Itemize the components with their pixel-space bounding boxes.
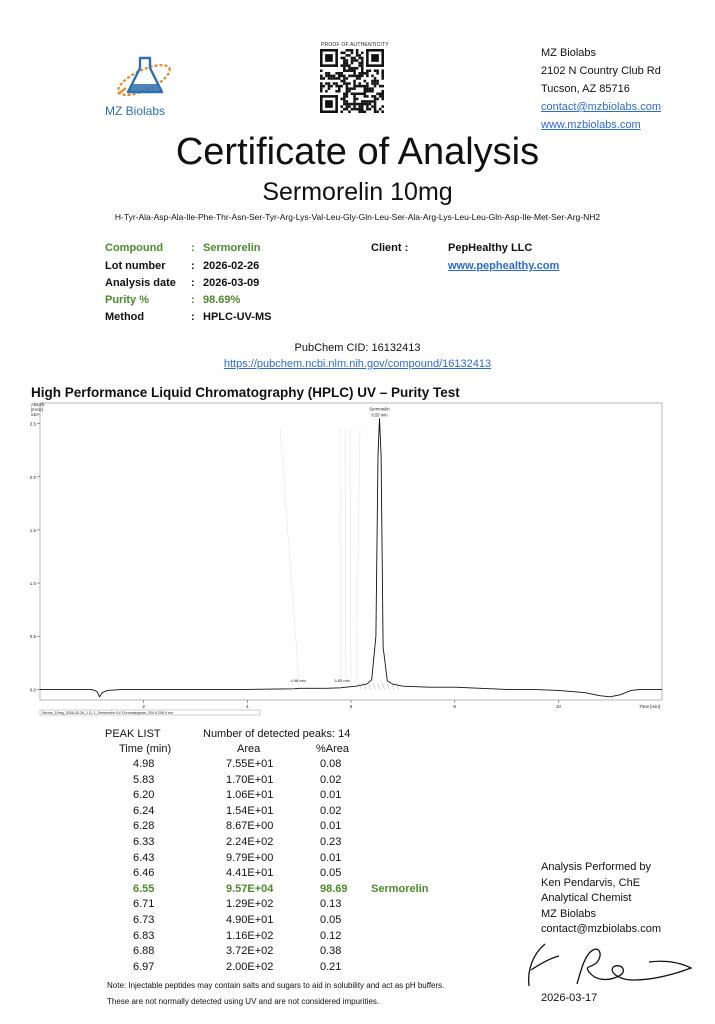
table-cell-time: 6.73 bbox=[133, 914, 155, 926]
client-label: Client : bbox=[371, 242, 409, 254]
table-cell-percent: 0.38 bbox=[320, 945, 342, 958]
y-unit-label: [mAU] bbox=[31, 407, 43, 412]
table-cell-time: 6.28 bbox=[133, 820, 155, 833]
table-cell-percent: 0.02 bbox=[320, 773, 342, 786]
address-street: 2102 N Country Club Rd bbox=[541, 65, 661, 77]
y-unit-label: x10⁴ bbox=[31, 412, 40, 417]
guide-line bbox=[356, 428, 360, 684]
peak-list-title: PEAK LIST bbox=[105, 728, 161, 740]
info-label: Lot number bbox=[105, 260, 166, 272]
table-cell-time: 6.83 bbox=[133, 929, 155, 942]
info-value: 98.69% bbox=[203, 294, 241, 306]
footnote bbox=[107, 978, 444, 1010]
y-tick-label: 0.5 bbox=[30, 634, 36, 640]
peptide-sequence: H-Tyr-Ala-Asp-Ala-Ile-Phe-Thr-Asn-Ser-Tyr-Arg-Lys-Val-Leu-Gly-Gln-Leu-Ser-Ala-Arg-Lys-Leu-Leu-Gln-Asp-Ile-Met-Ser-Arg-NH2 bbox=[114, 212, 601, 222]
table-cell-percent: 0.01 bbox=[320, 789, 342, 802]
guide-line bbox=[280, 428, 299, 684]
pubchem-block bbox=[0, 340, 715, 372]
table-cell-percent: 0.08 bbox=[320, 758, 342, 770]
address-city: Tucson, AZ 85716 bbox=[541, 83, 630, 95]
info-colon: : bbox=[191, 311, 195, 323]
flask-atom-icon bbox=[112, 52, 180, 102]
address-company: MZ Biolabs bbox=[541, 47, 597, 59]
table-cell-percent: 0.01 bbox=[320, 820, 342, 833]
hplc-chromatogram bbox=[30, 400, 666, 718]
table-cell-area: 7.55E+01 bbox=[226, 758, 274, 770]
main-peak-name: Sermorelin bbox=[369, 406, 390, 412]
info-label: Analysis date bbox=[105, 277, 176, 289]
table-cell-compound: Sermorelin bbox=[371, 882, 429, 895]
table-cell-time: 5.83 bbox=[133, 773, 155, 786]
table-cell-time: 6.43 bbox=[133, 851, 155, 864]
y-tick-label: 2.5 bbox=[30, 421, 36, 427]
table-cell-area: 1.54E+01 bbox=[226, 804, 274, 817]
analyst-role: Analytical Chemist bbox=[541, 892, 632, 904]
table-cell-area: 1.29E+02 bbox=[226, 898, 274, 911]
table-cell-time: 6.55 bbox=[133, 882, 155, 895]
table-cell-percent: 0.23 bbox=[320, 836, 342, 848]
analyst-name: Ken Pendarvis, ChE bbox=[541, 876, 641, 889]
table-cell-time: 6.20 bbox=[133, 789, 155, 802]
table-cell-percent: 0.12 bbox=[320, 929, 342, 942]
client-website-link[interactable]: www.pephealthy.com bbox=[448, 260, 560, 272]
table-cell-time: 6.97 bbox=[133, 960, 155, 973]
signature-date: 2026-03-17 bbox=[541, 992, 598, 1004]
y-unit-label: Absorb. bbox=[31, 402, 46, 407]
table-cell-area: 1.70E+01 bbox=[226, 773, 274, 786]
pubchem-cid: PubChem CID: 16132413 bbox=[294, 342, 421, 354]
y-tick-label: 0.0 bbox=[30, 687, 36, 693]
col-header-percent: %Area bbox=[316, 743, 350, 755]
info-colon: : bbox=[191, 242, 195, 254]
info-value: 2026-02-26 bbox=[203, 260, 260, 272]
minor-peak-marker bbox=[359, 683, 362, 689]
col-header-time: Time (min) bbox=[119, 743, 172, 755]
chart-caption: Sermo_10mg_2026-02-26_1.D, 1_Sermorelin UV Chromatogram, 204.9-206.9 nm bbox=[42, 711, 174, 715]
analyst-email: contact@mzbiolabs.com bbox=[541, 923, 661, 935]
page-title: Certificate of Analysis bbox=[175, 131, 540, 173]
logo-text: MZ Biolabs bbox=[105, 104, 166, 118]
table-cell-time: 4.98 bbox=[133, 758, 155, 770]
table-cell-percent: 0.13 bbox=[320, 898, 342, 911]
address-email-link[interactable]: contact@mzbiolabs.com bbox=[541, 101, 661, 113]
qr-caption: PROOF OF AUTHENTICITY bbox=[321, 42, 389, 48]
minor-peak-marker bbox=[373, 683, 376, 689]
table-cell-time: 6.71 bbox=[133, 898, 155, 911]
table-cell-time: 6.24 bbox=[133, 804, 155, 817]
x-tick-label: 2 bbox=[142, 704, 145, 709]
guide-line bbox=[345, 428, 346, 684]
info-value: 2026-03-09 bbox=[203, 277, 260, 289]
info-colon: : bbox=[191, 260, 195, 272]
minor-peak-marker bbox=[396, 683, 399, 689]
handwritten-signature bbox=[515, 936, 695, 994]
product-subtitle: Sermorelin 10mg bbox=[262, 178, 453, 206]
table-cell-time: 6.46 bbox=[133, 867, 155, 880]
guide-line bbox=[340, 428, 341, 684]
footnote-line-2: These are not normally detected using UV and are not considered impurities. bbox=[107, 997, 380, 1006]
info-label: Compound bbox=[105, 242, 164, 254]
y-tick-label: 2.0 bbox=[30, 474, 36, 480]
x-tick-label: 8 bbox=[453, 704, 456, 709]
client-name: PepHealthy LLC bbox=[448, 242, 533, 254]
table-cell-time: 6.88 bbox=[133, 945, 155, 958]
table-cell-area: 1.06E+01 bbox=[226, 789, 274, 802]
info-label: Method bbox=[105, 311, 145, 323]
table-cell-area: 9.79E+00 bbox=[226, 851, 274, 864]
info-colon: : bbox=[191, 277, 195, 289]
minor-peak-marker bbox=[382, 683, 385, 689]
company-address bbox=[541, 44, 661, 134]
table-cell-time: 6.33 bbox=[133, 836, 155, 848]
x-tick-label: 4 bbox=[246, 704, 249, 709]
table-cell-area: 1.16E+02 bbox=[226, 929, 274, 942]
table-cell-area: 4.90E+01 bbox=[226, 914, 274, 926]
peak-label: 4.98 min bbox=[290, 677, 306, 683]
analyst-company: MZ Biolabs bbox=[541, 907, 597, 920]
qr-code-icon[interactable] bbox=[320, 49, 384, 113]
minor-peak-marker bbox=[377, 683, 380, 689]
table-cell-area: 2.00E+02 bbox=[226, 960, 274, 973]
x-tick-label: 6 bbox=[349, 704, 353, 709]
x-axis-label: Time [min] bbox=[639, 704, 660, 709]
pubchem-link[interactable]: https://pubchem.ncbi.nlm.nih.gov/compound/16132413 bbox=[223, 358, 492, 370]
table-cell-area: 9.57E+04 bbox=[226, 882, 274, 895]
table-cell-percent: 0.01 bbox=[320, 851, 342, 864]
peak-count: Number of detected peaks: 14 bbox=[203, 728, 351, 740]
table-cell-percent: 0.21 bbox=[320, 960, 342, 973]
y-tick-label: 1.0 bbox=[30, 581, 36, 587]
table-cell-percent: 0.02 bbox=[320, 804, 342, 817]
table-cell-percent: 0.05 bbox=[320, 867, 342, 880]
table-cell-percent: 0.05 bbox=[320, 914, 342, 926]
info-label: Purity % bbox=[105, 294, 150, 306]
info-value: HPLC-UV-MS bbox=[203, 311, 272, 323]
table-cell-area: 8.67E+00 bbox=[226, 820, 274, 833]
info-value: Sermorelin bbox=[203, 242, 261, 254]
table-cell-area: 4.41E+01 bbox=[226, 867, 274, 880]
guide-line bbox=[350, 428, 351, 684]
table-cell-area: 3.72E+02 bbox=[226, 945, 274, 958]
performed-by-label: Analysis Performed by bbox=[541, 861, 652, 873]
minor-peak-marker bbox=[368, 683, 371, 689]
analysis-performed-block bbox=[541, 860, 661, 938]
peak-label: 5.83 min bbox=[334, 677, 350, 683]
y-tick-label: 1.5 bbox=[30, 527, 36, 533]
table-cell-area: 2.24E+02 bbox=[226, 836, 274, 848]
minor-peak-marker bbox=[387, 683, 390, 689]
address-website-link[interactable]: www.mzbiolabs.com bbox=[541, 119, 641, 131]
info-colon: : bbox=[191, 294, 195, 306]
x-tick-label: 10 bbox=[555, 704, 561, 709]
main-peak-time: 6.55 min bbox=[371, 412, 388, 418]
col-header-area: Area bbox=[237, 743, 261, 755]
table-cell-percent: 98.69 bbox=[320, 882, 348, 895]
footnote-line-1: Note: Injectable peptides may contain salts and sugars to aid in solubility and act as pH buffers. bbox=[107, 981, 445, 990]
hplc-section-title: High Performance Liquid Chromatography (HPLC) UV – Purity Test bbox=[31, 385, 460, 400]
